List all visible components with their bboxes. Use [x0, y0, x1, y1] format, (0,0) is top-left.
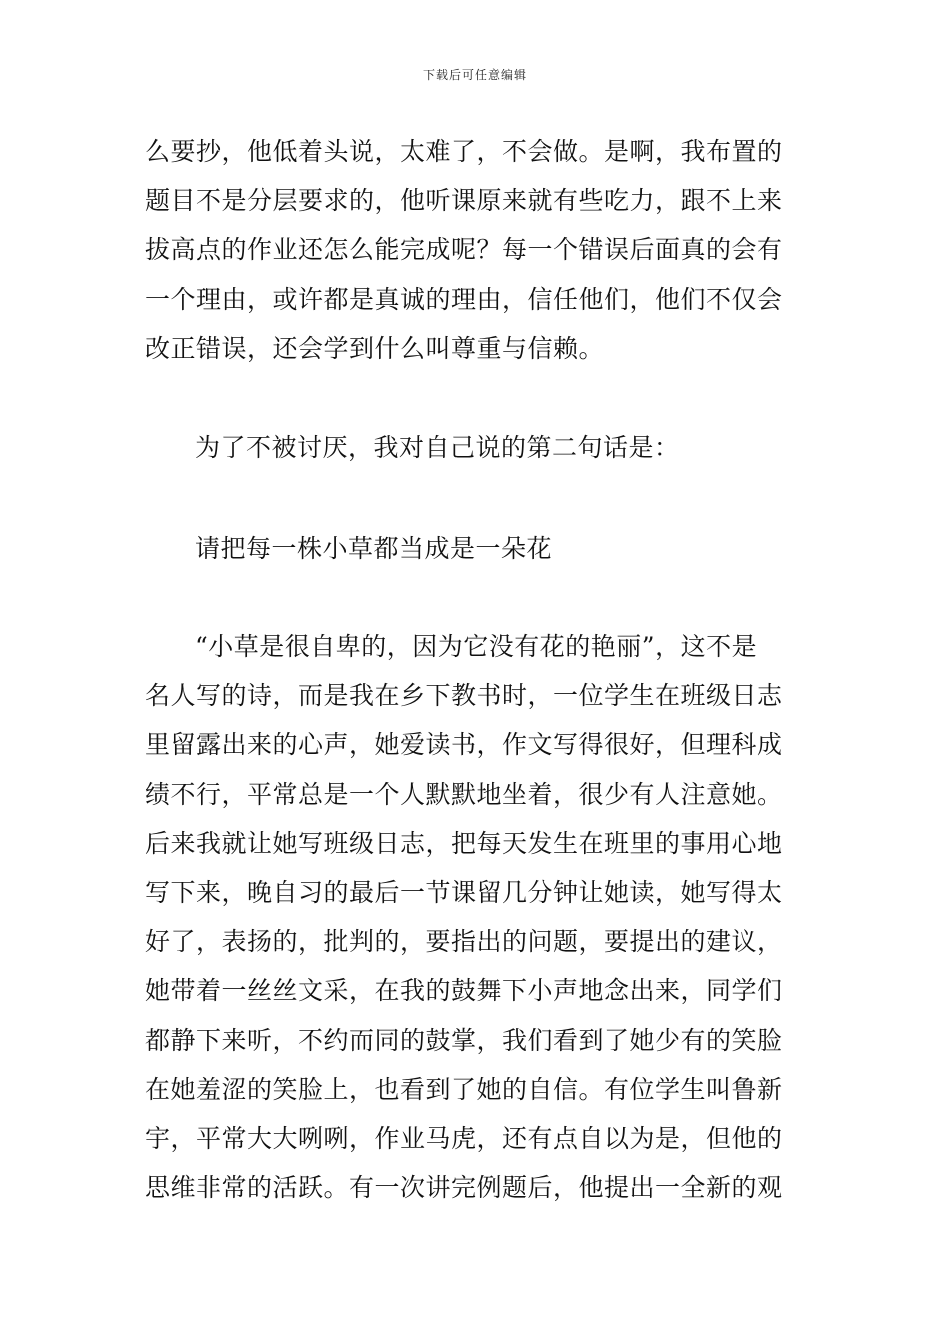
paragraph-4-line: 绩不行，平常总是一个人默默地坐着，很少有人注意她。 — [145, 779, 783, 809]
paragraph-4 — [145, 622, 810, 1212]
paragraph-4-line: 里留露出来的心声，她爱读书，作文写得很好，但理科成 — [145, 730, 783, 760]
page-header: 下载后可任意编辑 — [422, 68, 527, 82]
paragraph-4-line: 都静下来听，不约而同的鼓掌，我们看到了她少有的笑脸 — [145, 1025, 783, 1055]
section-heading-line: 请把每一株小草都当成是一朵花 — [195, 534, 553, 563]
paragraph-4-line: 名人写的诗，而是我在乡下教书时，一位学生在班级日志 — [145, 681, 783, 711]
paragraph-2 — [145, 423, 810, 472]
paragraph-2-line: 为了不被讨厌，我对自己说的第二句话是： — [195, 433, 680, 462]
section-heading — [145, 524, 810, 573]
paragraph-4-line: 在她羞涩的笑脸上，也看到了她的自信。有位学生叫鲁新 — [145, 1074, 783, 1104]
paragraph-4-line: 她带着一丝丝文采，在我的鼓舞下小声地念出来，同学们 — [145, 976, 783, 1006]
paragraph-4-line: 思维非常的活跃。有一次讲完例题后，他提出一全新的观 — [145, 1173, 783, 1203]
paragraph-4-line: 写下来，晚自习的最后一节课留几分钟让她读，她写得太 — [145, 877, 783, 907]
paragraph-1 — [145, 127, 810, 373]
paragraph-4-line: 后来我就让她写班级日志，把每天发生在班里的事用心地 — [145, 828, 783, 858]
paragraph-1-line: 题目不是分层要求的，他听课原来就有些吃力，跟不上来 — [145, 186, 783, 216]
paragraph-1-line: 一个理由，或许都是真诚的理由，信任他们，他们不仅会 — [145, 284, 783, 314]
paragraph-1-line: 拔高点的作业还怎么能完成呢？每一个错误后面真的会有 — [145, 235, 783, 265]
paragraph-4-line: “小草是很自卑的，因为它没有花的艳丽”，这不是 — [195, 632, 758, 661]
paragraph-4-line: 宇，平常大大咧咧，作业马虎，还有点自以为是，但他的 — [145, 1123, 783, 1153]
paragraph-4-line: 好了，表扬的，批判的，要指出的问题，要提出的建议， — [145, 927, 783, 957]
paragraph-1-line: 改正错误，还会学到什么叫尊重与信赖。 — [145, 333, 605, 363]
paragraph-1-line: 么要抄，他低着头说，太难了，不会做。是啊，我布置的 — [145, 137, 783, 166]
